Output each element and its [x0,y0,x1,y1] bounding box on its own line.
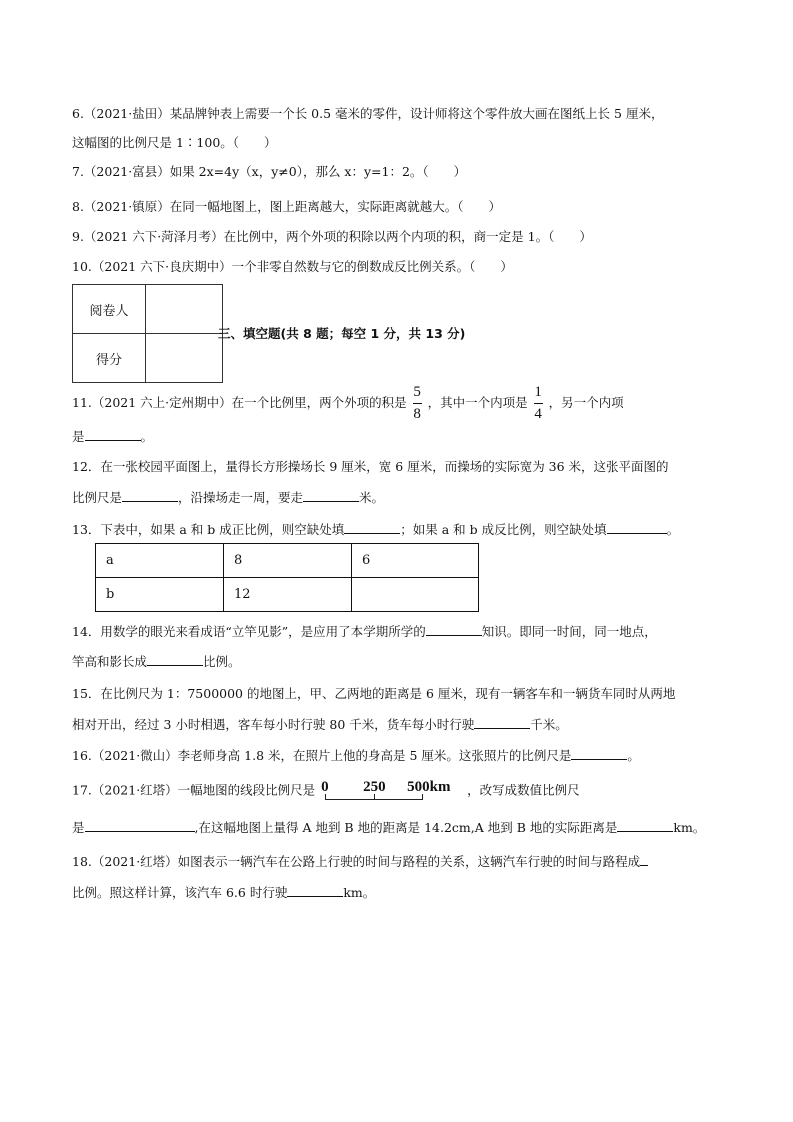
q16-text-2: 。 [627,748,640,763]
question-6-line1: 6.（2021·盐田）某品牌钟表上需要一个长 0.5 毫米的零件，设计师将这个零件放大画在图纸上长 5 厘米， [72,106,664,121]
question-8: 8.（2021·镇原）在同一幅地图上，图上距离越大，实际距离就越大。（ ） [72,199,501,214]
q17-text-5: km。 [673,820,706,835]
answer-blank[interactable] [474,716,530,729]
question-7: 7.（2021·富县）如果 2x=4y（x，y≠0），那么 x：y=1：2。（ ） [72,164,467,179]
answer-blank[interactable] [607,521,667,534]
q13-text-1: 13．下表中，如果 a 和 b 成正比例，则空缺处填 [72,522,345,537]
q12-line1: 12．在一张校园平面图上，量得长方形操场长 9 厘米，宽 6 厘米，而操场的实际宽为 36 米，这张平面图的 [72,459,669,474]
q12-text-3: 米。 [359,490,385,505]
q11-text-5: 。 [140,429,154,444]
answer-blank[interactable] [85,428,141,441]
score-value-cell[interactable] [146,334,223,383]
answer-blank[interactable] [122,489,178,502]
frac-denominator: 8 [413,406,421,422]
q11-text-2: ，其中一个内项是 [427,395,528,410]
frac-numerator: 1 [534,384,542,400]
q17-text-3: 是 [72,820,85,835]
q11-text-3: ，另一个内项 [548,395,624,410]
table-cell: 8 [224,544,352,578]
q16-text-1: 16.（2021·微山）李老师身高 1.8 米，在照片上他的身高是 5 厘米。这张照片的比例尺是 [72,748,572,763]
q14-text-4: 比例。 [203,654,241,669]
q14-text-2: 知识。即同一时间，同一地点， [481,624,657,639]
q15-text-2: 千米。 [530,717,568,732]
q14-text-3: 竿高和影长成 [72,654,148,669]
answer-blank[interactable] [85,819,195,832]
section-title: 三、填空题(共 8 题；每空 1 分，共 13 分) [218,326,466,341]
table-cell: b [96,578,224,612]
q17-text-1: 17.（2021·红塔）一幅地图的线段比例尺是 [72,782,316,798]
table-row [96,544,479,578]
q17-text-2: ，改写成数值比例尺 [467,782,580,798]
answer-blank[interactable] [147,653,203,666]
answer-blank[interactable] [617,819,673,832]
answer-blank[interactable] [571,747,627,760]
q15-line1: 15．在比例尺为 1：7500000 的地图上，甲、乙两地的距离是 6 厘米，现有一辆客车和一辆货车同时从两地 [72,686,676,701]
ab-table [95,543,479,612]
q11-text-4: 是 [72,429,85,444]
q12-text-1: 比例尺是 [72,490,123,505]
q18-text-1: 18.（2021·红塔）如图表示一辆汽车在公路上行驶的时间与路程的关系，这辆汽车行驶的时间与路程成 [72,854,641,869]
answer-blank[interactable] [287,884,343,897]
grader-value-cell[interactable] [146,285,223,334]
fraction-1-4 [534,384,543,423]
grader-score-table [72,284,223,383]
table-row [96,578,479,612]
question-6-line2: 这幅图的比例尺是 1∶100。（ ） [72,135,277,150]
table-cell: a [96,544,224,578]
line-scale-bar [321,779,461,800]
scale-label: 500km [407,779,451,795]
q14-text-1: 14．用数学的眼光来看成语“立竿见影”，是应用了本学期所学的 [72,624,426,639]
scale-label: 250 [363,779,386,795]
empty-answer-cell[interactable] [352,578,479,612]
answer-blank[interactable] [640,853,648,866]
question-16 [72,747,640,764]
grader-label: 阅卷人 [73,285,146,334]
score-label: 得分 [73,334,146,383]
frac-numerator: 5 [413,384,421,400]
question-10: 10.（2021 六下·良庆期中）一个非零自然数与它的倒数成反比例关系。（ ） [72,259,513,274]
table-cell: 12 [224,578,352,612]
q11-text-1: 11.（2021 六上·定州期中）在一个比例里，两个外项的积是 [72,395,407,410]
question-13 [72,521,679,538]
answer-blank[interactable] [303,489,359,502]
scale-label: 0 [321,779,329,795]
q18-text-2: 比例。照这样计算，该汽车 6.6 时行驶 [72,885,288,900]
table-cell: 6 [352,544,479,578]
q15-text-1: 相对开出，经过 3 小时相遇，客车每小时行驶 80 千米，货车每小时行驶 [72,717,475,732]
frac-denominator: 4 [534,406,542,422]
q12-text-2: ，沿操场走一周，要走 [178,490,304,505]
q13-text-3: 。 [666,522,680,537]
q18-text-3: km。 [343,885,376,900]
fraction-5-8 [413,384,422,423]
q17-text-4: ,在这幅地图上量得 A 地到 B 地的距离是 14.2cm,A 地到 B 地的实际距离是 [194,820,618,835]
answer-blank[interactable] [344,521,400,534]
answer-blank[interactable] [426,623,482,636]
question-9: 9.（2021 六下·菏泽月考）在比例中，两个外项的积除以两个内项的积，商一定是 1。（ ） [72,229,592,244]
q13-text-2: ；如果 a 和 b 成反比例，则空缺处填 [400,522,607,537]
